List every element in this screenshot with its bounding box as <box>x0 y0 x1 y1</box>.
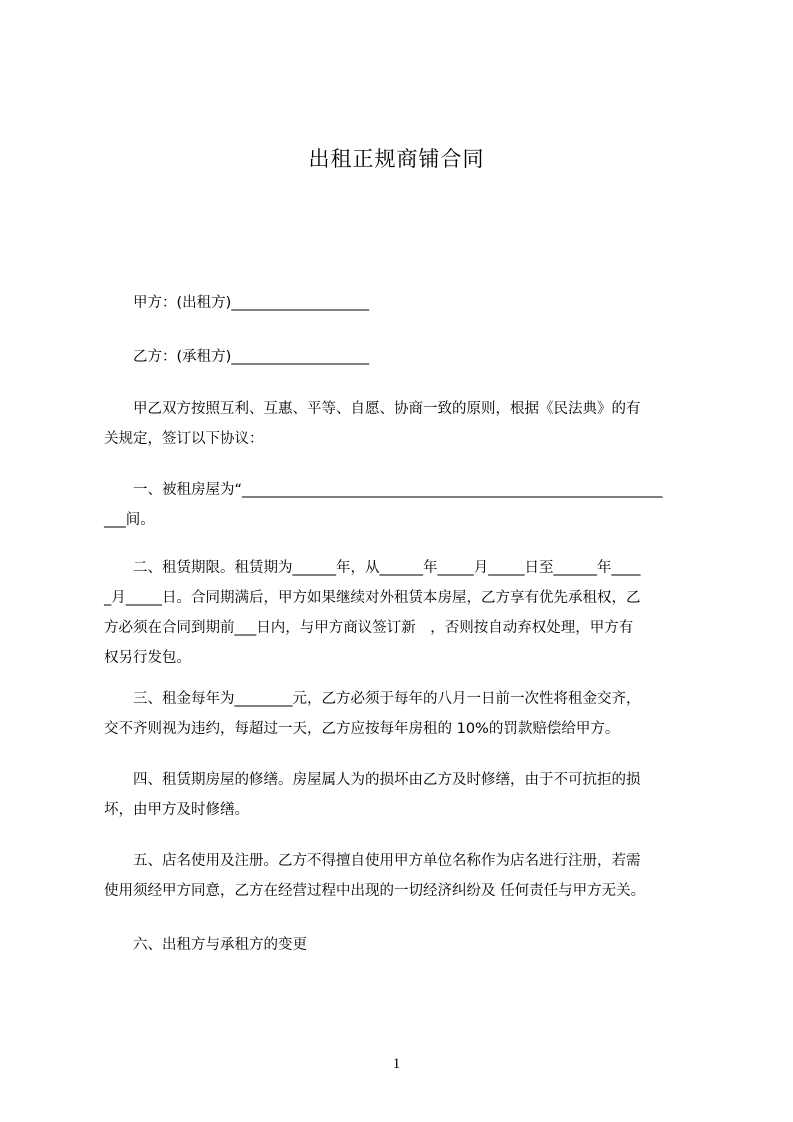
clause-6-heading: 六、出租方与承租方的变更 <box>104 937 307 953</box>
clause-3-line: 交不齐则视为违约，每超过一天，乙方应按每年房租的 10%的罚款赔偿给甲方。 <box>104 721 620 737</box>
clause-4-line: 四、租赁期房屋的修缮。房屋属人为的损坏由乙方及时修缮，由于不可抗拒的损 <box>104 772 641 788</box>
clause-5-line: 使用须经甲方同意，乙方在经营过程中出现的一切经济纠纷及 任何责任与甲方无关。 <box>104 883 646 899</box>
clause-2-line: _月_____日。合同期满后，甲方如果继续对外租赁本房屋，乙方享有优先承租权，乙 <box>104 590 641 606</box>
clause-2-line: 二、租赁期限。租赁期为______年，从______年_____月_____日至______年____ <box>104 560 641 576</box>
clause-5-paragraph <box>104 846 701 906</box>
clause-3-line: 三、租金每年为________元，乙方必须于每年的八月一日前一次性将租金交齐， <box>104 691 641 707</box>
clause-2-line: 权另行发包。 <box>104 650 191 666</box>
clause-2-line: 方必须在合同到期前___日内，与甲方商议签订新 ，否则按自动弃权处理，甲方有 <box>104 620 634 636</box>
clause-3-paragraph <box>104 684 701 744</box>
clause-1-line: 一、被租房屋为“__________________________________________________________ <box>104 482 663 498</box>
intro-line: 关规定，签订以下协议： <box>104 431 264 447</box>
clause-4-line: 坏，由甲方及时修缮。 <box>104 802 249 818</box>
party-a-line: 甲方：(出租方)___________________ <box>104 295 370 311</box>
clause-4-paragraph <box>104 765 701 825</box>
intro-line: 甲乙双方按照互利、互惠、平等、自愿、协商一致的原则，根据《民法典》的有 <box>104 401 641 417</box>
clause-2-paragraph <box>104 553 701 673</box>
intro-paragraph <box>104 394 701 454</box>
page-number: 1 <box>392 1056 401 1072</box>
clause-5-line: 五、店名使用及注册。乙方不得擅自使用甲方单位名称作为店名进行注册，若需 <box>104 853 641 869</box>
party-b-line: 乙方：(承租方)___________________ <box>104 349 370 365</box>
clause-1-paragraph <box>104 475 701 535</box>
document-title: 出租正规商铺合同 <box>308 147 485 171</box>
clause-1-line: ___间。 <box>104 512 155 528</box>
